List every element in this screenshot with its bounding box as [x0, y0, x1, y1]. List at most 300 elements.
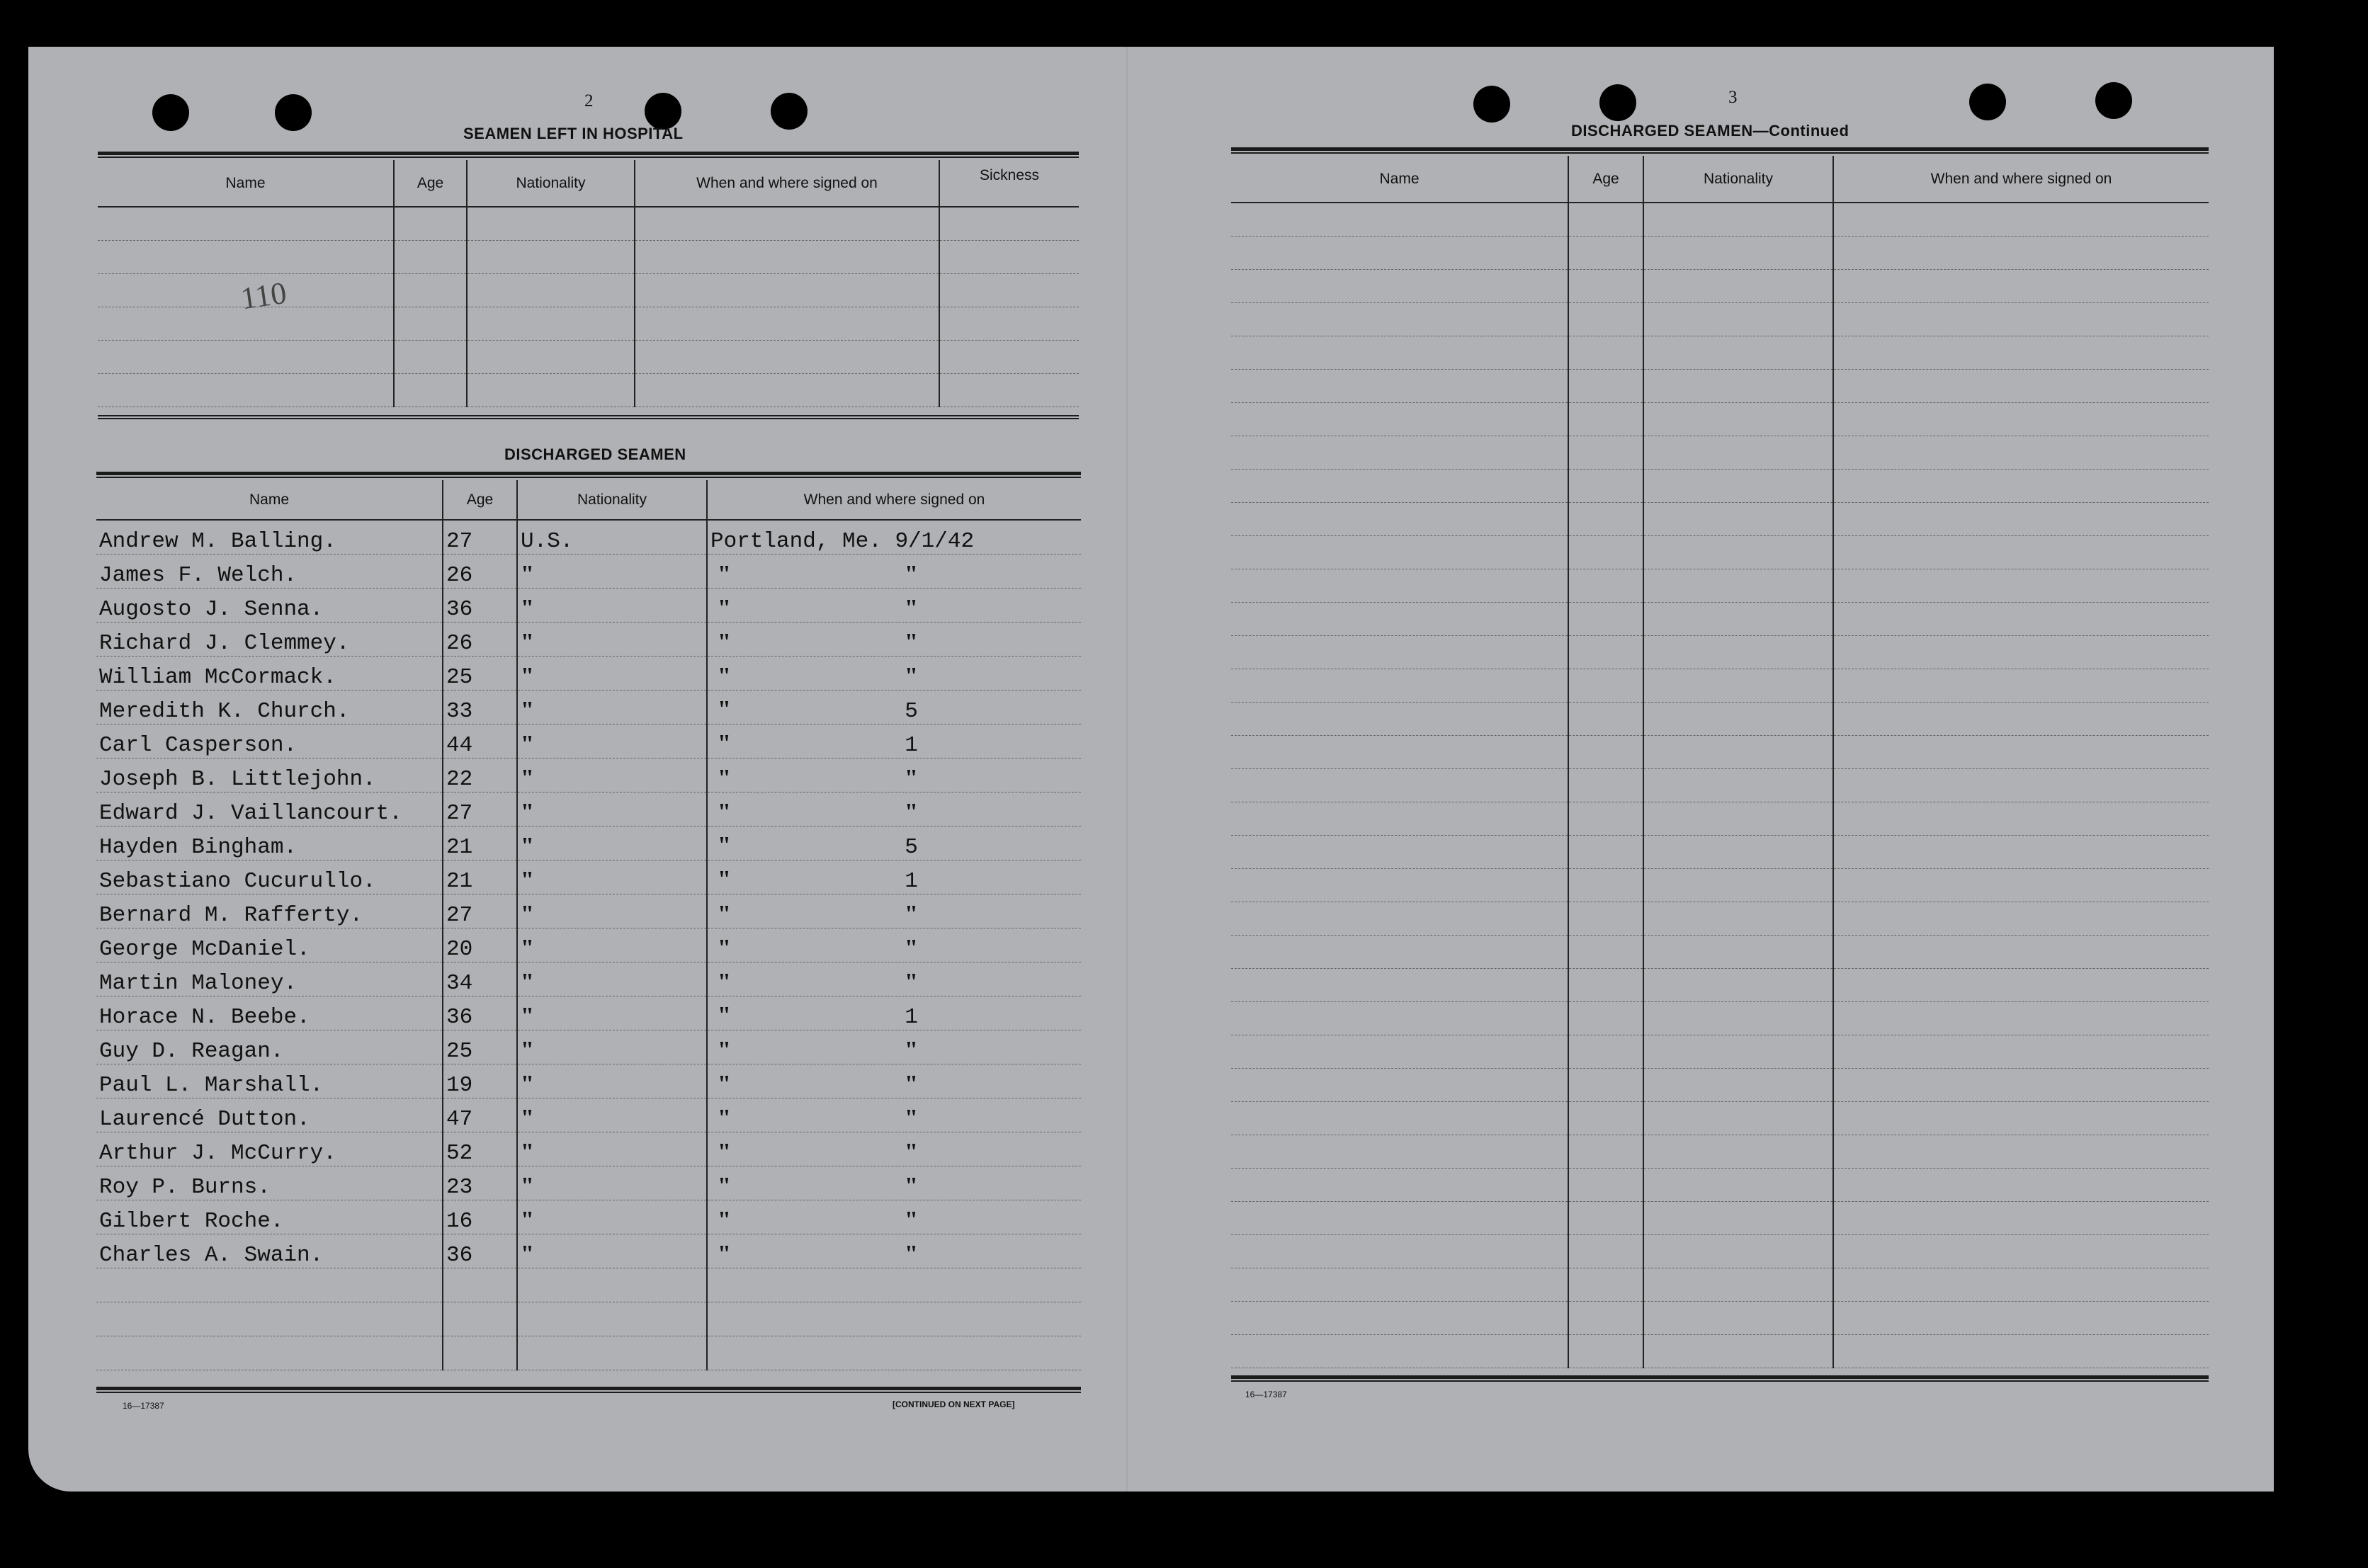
empty-cell [1231, 569, 1568, 602]
empty-row [1231, 935, 2209, 968]
ditto-date: 1 [905, 868, 918, 894]
punch-hole [1599, 84, 1636, 121]
right-title-main: DISCHARGED SEAMEN [1571, 122, 1753, 140]
seaman-nationality: " [517, 792, 707, 826]
empty-cell [1643, 436, 1833, 469]
empty-cell [1643, 935, 1833, 968]
empty-cell [635, 207, 939, 240]
col-header-age: Age [1568, 156, 1643, 203]
col-header-age: Age [443, 480, 517, 520]
empty-cell [1568, 1301, 1643, 1334]
punch-hole [771, 93, 808, 130]
empty-cell [1568, 1135, 1643, 1168]
ditto-place: " [718, 1070, 731, 1097]
seaman-name: Laurencé Dutton. [96, 1098, 443, 1132]
ditto-date: " [905, 900, 918, 927]
seaman-signed-on [707, 860, 1081, 894]
hospital-section-title: SEAMEN LEFT IN HOSPITAL [463, 125, 684, 142]
empty-cell [1231, 802, 1568, 835]
seaman-nationality: " [517, 1166, 707, 1200]
empty-row [1231, 1334, 2209, 1368]
empty-row [1231, 635, 2209, 669]
empty-cell [96, 1268, 443, 1302]
empty-cell [467, 373, 635, 407]
empty-row [1231, 1068, 2209, 1101]
empty-cell [98, 373, 394, 407]
empty-cell [939, 340, 1079, 373]
empty-row [1231, 835, 2209, 868]
form-number-right: 16—17387 [1245, 1390, 1287, 1399]
discharged-bottom-rule [96, 1387, 1081, 1393]
empty-cell [1568, 935, 1643, 968]
ditto-date: " [905, 1104, 918, 1131]
empty-cell [1643, 1101, 1833, 1135]
seaman-age: 21 [443, 826, 517, 860]
empty-row [96, 1336, 1081, 1370]
hospital-top-rule [98, 152, 1079, 158]
empty-cell [1643, 369, 1833, 402]
empty-cell [1833, 1334, 2209, 1368]
empty-row [1231, 702, 2209, 735]
seaman-nationality: " [517, 996, 707, 1030]
empty-cell [1231, 935, 1568, 968]
empty-cell [1231, 669, 1568, 702]
empty-cell [1231, 635, 1568, 669]
seaman-nationality: " [517, 1234, 707, 1268]
ditto-place: " [718, 1138, 731, 1165]
table-row [96, 1064, 1081, 1098]
empty-cell [1643, 1168, 1833, 1201]
seaman-nationality: " [517, 1200, 707, 1234]
empty-cell [1568, 1001, 1643, 1035]
empty-row [98, 207, 1079, 240]
empty-row [96, 1268, 1081, 1302]
empty-cell [1643, 569, 1833, 602]
seaman-age: 16 [443, 1200, 517, 1234]
empty-cell [1643, 469, 1833, 502]
seaman-age: 26 [443, 554, 517, 588]
ditto-date: " [905, 764, 918, 791]
empty-cell [394, 207, 467, 240]
page-number-left: 2 [584, 91, 594, 110]
ditto-date: " [905, 1138, 918, 1165]
empty-row [1231, 1268, 2209, 1301]
empty-cell [1833, 702, 2209, 735]
seaman-signed-on [707, 996, 1081, 1030]
col-header-nationality: Nationality [1643, 156, 1833, 203]
empty-cell [1231, 502, 1568, 535]
seaman-nationality: " [517, 1098, 707, 1132]
empty-cell [1231, 1268, 1568, 1301]
seaman-age: 36 [443, 996, 517, 1030]
empty-cell [1231, 469, 1568, 502]
empty-row [98, 340, 1079, 373]
empty-cell [1833, 868, 2209, 902]
punch-hole [2095, 82, 2132, 119]
empty-cell [1833, 1301, 2209, 1334]
seaman-name: Roy P. Burns. [96, 1166, 443, 1200]
empty-cell [1231, 1101, 1568, 1135]
empty-cell [939, 373, 1079, 407]
col-header-nationality: Nationality [467, 160, 635, 207]
ditto-date: " [905, 934, 918, 961]
empty-row [1231, 1301, 2209, 1334]
right-section-title [1571, 122, 1849, 140]
seaman-nationality: " [517, 588, 707, 622]
empty-cell [1643, 203, 1833, 236]
seaman-name: Sebastiano Cucurullo. [96, 860, 443, 894]
seaman-age: 21 [443, 860, 517, 894]
ditto-date: " [905, 560, 918, 587]
table-row [96, 690, 1081, 724]
empty-cell [1833, 768, 2209, 802]
seaman-nationality: U.S. [517, 520, 707, 554]
seaman-age: 25 [443, 656, 517, 690]
empty-cell [1568, 469, 1643, 502]
ditto-date: 5 [905, 698, 918, 724]
empty-row [1231, 1101, 2209, 1135]
seaman-nationality: " [517, 1132, 707, 1166]
seaman-name: Carl Casperson. [96, 724, 443, 758]
table-row [96, 860, 1081, 894]
col-header-name: Name [96, 480, 443, 520]
seaman-nationality: " [517, 622, 707, 656]
seaman-signed-on [707, 554, 1081, 588]
table-row [96, 656, 1081, 690]
empty-cell [1833, 1135, 2209, 1168]
empty-cell [1643, 236, 1833, 269]
col-header-nationality: Nationality [517, 480, 707, 520]
punch-hole [1969, 84, 2006, 120]
right-bottom-rule [1231, 1375, 2209, 1382]
table-row [96, 1200, 1081, 1234]
seaman-nationality: " [517, 758, 707, 792]
ditto-place: " [718, 1104, 731, 1131]
empty-cell [1643, 1301, 1833, 1334]
empty-row [1231, 1001, 2209, 1035]
empty-cell [467, 273, 635, 307]
empty-row [1231, 1168, 2209, 1201]
empty-cell [707, 1302, 1081, 1336]
empty-cell [1833, 935, 2209, 968]
empty-cell [1643, 1268, 1833, 1301]
seaman-nationality: " [517, 894, 707, 928]
col-header-name: Name [98, 160, 394, 207]
empty-row [1231, 569, 2209, 602]
table-row [96, 724, 1081, 758]
empty-row [1231, 402, 2209, 436]
ditto-place: " [718, 594, 731, 621]
seaman-nationality: " [517, 928, 707, 962]
empty-cell [1231, 369, 1568, 402]
empty-cell [1568, 402, 1643, 436]
seaman-name: Andrew M. Balling. [96, 520, 443, 554]
seaman-signed-on [707, 792, 1081, 826]
empty-cell [1643, 868, 1833, 902]
col-header-age: Age [394, 160, 467, 207]
seaman-signed-on [707, 622, 1081, 656]
empty-cell [1231, 602, 1568, 635]
empty-cell [1833, 269, 2209, 302]
seaman-signed-on [707, 928, 1081, 962]
seaman-age: 19 [443, 1064, 517, 1098]
seaman-signed-on [707, 690, 1081, 724]
empty-cell [1833, 902, 2209, 935]
table-row [96, 1166, 1081, 1200]
empty-cell [1833, 1168, 2209, 1201]
seaman-age: 26 [443, 622, 517, 656]
empty-cell [635, 240, 939, 273]
seaman-age: 27 [443, 894, 517, 928]
ditto-place: " [718, 662, 731, 689]
seaman-name: Gilbert Roche. [96, 1200, 443, 1234]
empty-row [1231, 469, 2209, 502]
empty-cell [1568, 1268, 1643, 1301]
right-title-suffix: —Continued [1752, 122, 1849, 140]
seaman-name: George McDaniel. [96, 928, 443, 962]
empty-cell [1568, 735, 1643, 768]
table-row [96, 1030, 1081, 1064]
empty-cell [635, 340, 939, 373]
seaman-age: 44 [443, 724, 517, 758]
col-header-sickness: Sickness [939, 160, 1079, 207]
empty-cell [1643, 1201, 1833, 1234]
seaman-name: Paul L. Marshall. [96, 1064, 443, 1098]
seaman-age: 36 [443, 1234, 517, 1268]
seaman-signed-on [707, 1132, 1081, 1166]
empty-cell [1568, 902, 1643, 935]
ditto-date: 1 [905, 1004, 918, 1030]
ditto-place: " [718, 1172, 731, 1199]
empty-cell [939, 240, 1079, 273]
seaman-age: 33 [443, 690, 517, 724]
table-row [96, 1098, 1081, 1132]
empty-cell [1833, 968, 2209, 1001]
empty-cell [467, 240, 635, 273]
ditto-date: " [905, 798, 918, 825]
empty-cell [517, 1268, 707, 1302]
empty-row [1231, 1234, 2209, 1268]
table-row [96, 962, 1081, 996]
empty-cell [1231, 236, 1568, 269]
empty-cell [1568, 635, 1643, 669]
seaman-signed-on [707, 1030, 1081, 1064]
empty-cell [1643, 1001, 1833, 1035]
empty-cell [443, 1268, 517, 1302]
seaman-name: Augosto J. Senna. [96, 588, 443, 622]
empty-cell [1643, 1035, 1833, 1068]
seaman-signed-on [707, 894, 1081, 928]
empty-row [1231, 1201, 2209, 1234]
seaman-age: 22 [443, 758, 517, 792]
empty-row [1231, 1035, 2209, 1068]
empty-cell [1568, 968, 1643, 1001]
seaman-age: 23 [443, 1166, 517, 1200]
empty-row [1231, 968, 2209, 1001]
empty-cell [1231, 535, 1568, 569]
discharged-continued-table [1231, 156, 2209, 1368]
empty-row [1231, 336, 2209, 369]
empty-cell [1643, 835, 1833, 868]
empty-cell [1568, 436, 1643, 469]
ditto-date: " [905, 968, 918, 995]
empty-cell [1568, 502, 1643, 535]
empty-row [1231, 236, 2209, 269]
empty-cell [1231, 1301, 1568, 1334]
discharged-top-rule [96, 472, 1081, 478]
form-number-left: 16—17387 [123, 1401, 164, 1411]
ditto-place: " [718, 934, 731, 961]
empty-cell [1643, 902, 1833, 935]
seaman-name: Bernard M. Rafferty. [96, 894, 443, 928]
empty-cell [443, 1336, 517, 1370]
empty-row [1231, 436, 2209, 469]
handwritten-mark: 110 [238, 275, 289, 317]
empty-cell [1231, 835, 1568, 868]
ditto-place: " [718, 900, 731, 927]
empty-cell [1231, 1135, 1568, 1168]
col-header-signed-on: When and where signed on [635, 160, 939, 207]
ditto-place: " [718, 695, 731, 722]
empty-cell [1643, 968, 1833, 1001]
empty-cell [1643, 1068, 1833, 1101]
empty-cell [1643, 602, 1833, 635]
empty-cell [1568, 569, 1643, 602]
empty-cell [1568, 369, 1643, 402]
empty-cell [1568, 702, 1643, 735]
empty-cell [1568, 1101, 1643, 1135]
empty-cell [1833, 535, 2209, 569]
empty-cell [1568, 1201, 1643, 1234]
seaman-nationality: " [517, 1064, 707, 1098]
seaman-name: Edward J. Vaillancourt. [96, 792, 443, 826]
seaman-signed-on [707, 826, 1081, 860]
empty-cell [1833, 369, 2209, 402]
empty-cell [1231, 1334, 1568, 1368]
empty-cell [1833, 1234, 2209, 1268]
table-row [96, 1132, 1081, 1166]
table-row [96, 826, 1081, 860]
empty-cell [1833, 336, 2209, 369]
ditto-date: 1 [905, 732, 918, 758]
empty-cell [1643, 669, 1833, 702]
table-row [96, 520, 1081, 554]
empty-cell [1231, 402, 1568, 436]
empty-cell [1568, 602, 1643, 635]
empty-row [1231, 735, 2209, 768]
empty-cell [1833, 236, 2209, 269]
table-row [96, 622, 1081, 656]
empty-cell [1643, 302, 1833, 336]
seaman-age: 34 [443, 962, 517, 996]
empty-cell [1568, 336, 1643, 369]
punch-hole [1473, 86, 1510, 123]
empty-cell [1568, 203, 1643, 236]
seaman-nationality: " [517, 724, 707, 758]
seaman-name: Arthur J. McCurry. [96, 1132, 443, 1166]
ditto-place: " [718, 1001, 731, 1028]
empty-cell [394, 307, 467, 340]
empty-cell [1643, 1234, 1833, 1268]
empty-cell [1231, 735, 1568, 768]
empty-cell [1568, 1334, 1643, 1368]
empty-cell [1568, 1168, 1643, 1201]
empty-cell [1231, 1035, 1568, 1068]
ditto-place: " [718, 1240, 731, 1267]
empty-cell [1643, 336, 1833, 369]
empty-cell [1568, 236, 1643, 269]
page-number-right: 3 [1728, 88, 1738, 107]
punch-hole [275, 94, 312, 131]
empty-cell [1833, 203, 2209, 236]
ditto-place: " [718, 628, 731, 655]
seaman-name: Charles A. Swain. [96, 1234, 443, 1268]
empty-cell [1568, 535, 1643, 569]
seaman-nationality: " [517, 690, 707, 724]
seaman-name: Horace N. Beebe. [96, 996, 443, 1030]
empty-cell [1643, 702, 1833, 735]
seaman-signed-on [707, 758, 1081, 792]
empty-row [1231, 902, 2209, 935]
seaman-signed-on [707, 1166, 1081, 1200]
ditto-place: " [718, 865, 731, 892]
empty-cell [394, 240, 467, 273]
empty-cell [1231, 1001, 1568, 1035]
empty-cell [1568, 302, 1643, 336]
empty-cell [939, 307, 1079, 340]
ditto-date: " [905, 1172, 918, 1199]
ditto-place: " [718, 1206, 731, 1233]
seaman-age: 27 [443, 520, 517, 554]
empty-cell [635, 307, 939, 340]
empty-cell [1568, 835, 1643, 868]
seaman-nationality: " [517, 656, 707, 690]
ditto-date: " [905, 662, 918, 689]
discharged-seamen-table [96, 480, 1081, 1370]
ditto-place: " [718, 798, 731, 825]
empty-cell [98, 240, 394, 273]
empty-cell [1231, 336, 1568, 369]
empty-cell [1643, 735, 1833, 768]
empty-cell [1643, 802, 1833, 835]
empty-cell [635, 273, 939, 307]
empty-cell [1568, 269, 1643, 302]
empty-cell [1231, 1068, 1568, 1101]
empty-cell [1643, 1135, 1833, 1168]
empty-cell [1231, 968, 1568, 1001]
ditto-date: " [905, 1206, 918, 1233]
empty-row [1231, 802, 2209, 835]
empty-cell [394, 273, 467, 307]
empty-cell [443, 1302, 517, 1336]
ditto-date: " [905, 628, 918, 655]
ditto-place: " [718, 831, 731, 858]
empty-cell [635, 373, 939, 407]
seaman-name: Richard J. Clemmey. [96, 622, 443, 656]
empty-cell [1643, 535, 1833, 569]
seaman-name: Guy D. Reagan. [96, 1030, 443, 1064]
table-row [96, 996, 1081, 1030]
seaman-signed-on: Portland, Me. 9/1/42 [707, 520, 1081, 554]
ditto-place: " [718, 560, 731, 587]
seaman-nationality: " [517, 826, 707, 860]
empty-cell [467, 340, 635, 373]
seaman-signed-on [707, 1200, 1081, 1234]
empty-cell [1833, 569, 2209, 602]
ditto-place: " [718, 1036, 731, 1063]
empty-cell [98, 340, 394, 373]
ditto-date: " [905, 594, 918, 621]
